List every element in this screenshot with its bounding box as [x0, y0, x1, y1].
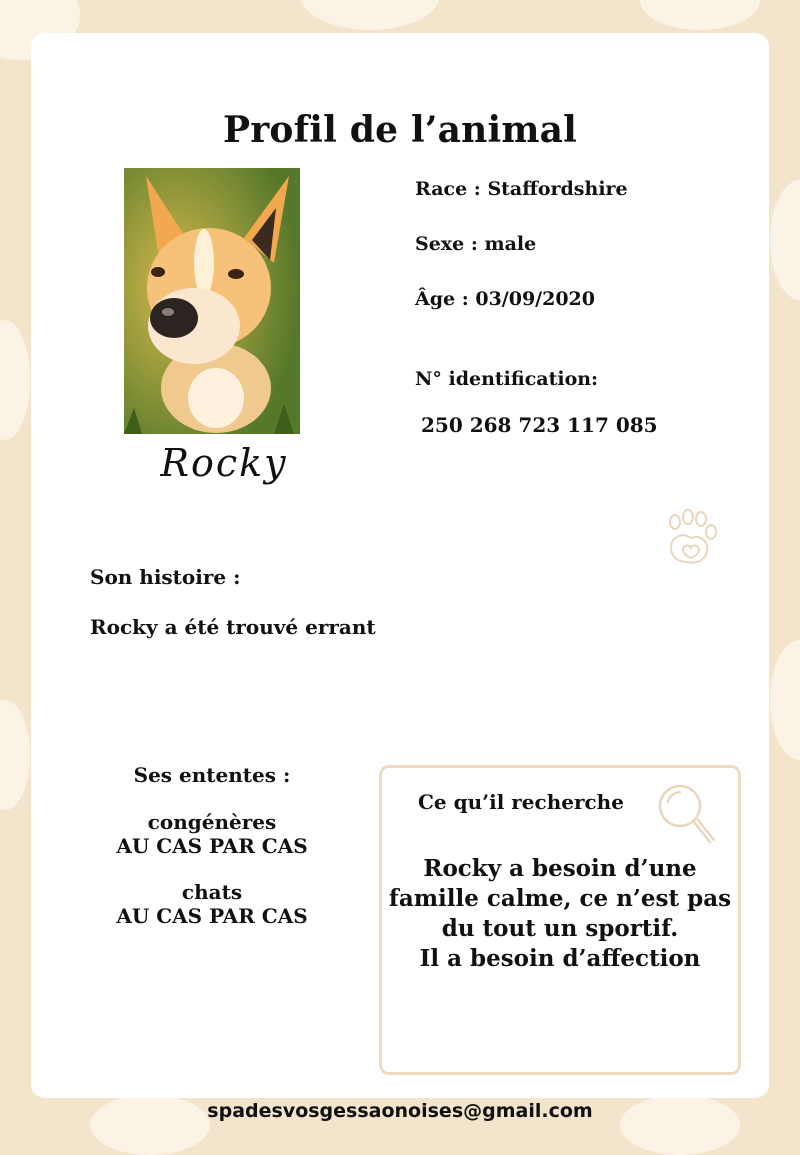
looking-for-line: famille calme, ce n’est pas	[388, 885, 732, 912]
sexe-text: Sexe : male	[415, 233, 537, 255]
page-title: Profil de l’animal	[222, 109, 578, 151]
contact-email: spadesvosgessaonoises@gmail.com	[207, 1100, 593, 1122]
magnifier-icon	[654, 780, 718, 852]
profile-card	[31, 33, 769, 1098]
age-text: Âge : 03/09/2020	[415, 288, 595, 310]
looking-for-line: Rocky a besoin d’une	[423, 855, 697, 882]
background-blob	[0, 700, 30, 810]
dog-name: Rocky	[160, 441, 288, 485]
compatibility-label: chats	[181, 880, 243, 904]
compatibility-item	[101, 880, 323, 928]
compatibility-value: AU CAS PAR CAS	[116, 834, 308, 858]
looking-for-line: Il a besoin d’affection	[419, 945, 701, 972]
background-blob	[0, 320, 30, 440]
compatibility-title: Ses ententes :	[133, 763, 291, 787]
looking-for-box	[379, 765, 741, 1075]
compatibility-section	[101, 763, 323, 950]
looking-for-line: du tout un sportif.	[441, 915, 679, 942]
background-blob	[300, 0, 440, 30]
story-text: Rocky a été trouvé errant	[90, 615, 376, 639]
looking-for-title: Ce qu’il recherche	[418, 790, 624, 814]
race-text: Race : Staffordshire	[415, 178, 628, 200]
identification-number: 250 268 723 117 085	[421, 413, 658, 437]
story-title: Son histoire :	[90, 565, 241, 589]
background-blob	[770, 180, 800, 300]
compatibility-value: AU CAS PAR CAS	[116, 904, 308, 928]
background-blob	[770, 640, 800, 760]
looking-for-text	[382, 854, 738, 974]
identification-label: N° identification:	[415, 368, 599, 390]
compatibility-item	[101, 810, 323, 858]
compatibility-label: congénères	[147, 810, 277, 834]
dog-photo	[124, 168, 300, 434]
background-blob	[640, 0, 760, 30]
paw-heart-icon	[661, 508, 723, 570]
